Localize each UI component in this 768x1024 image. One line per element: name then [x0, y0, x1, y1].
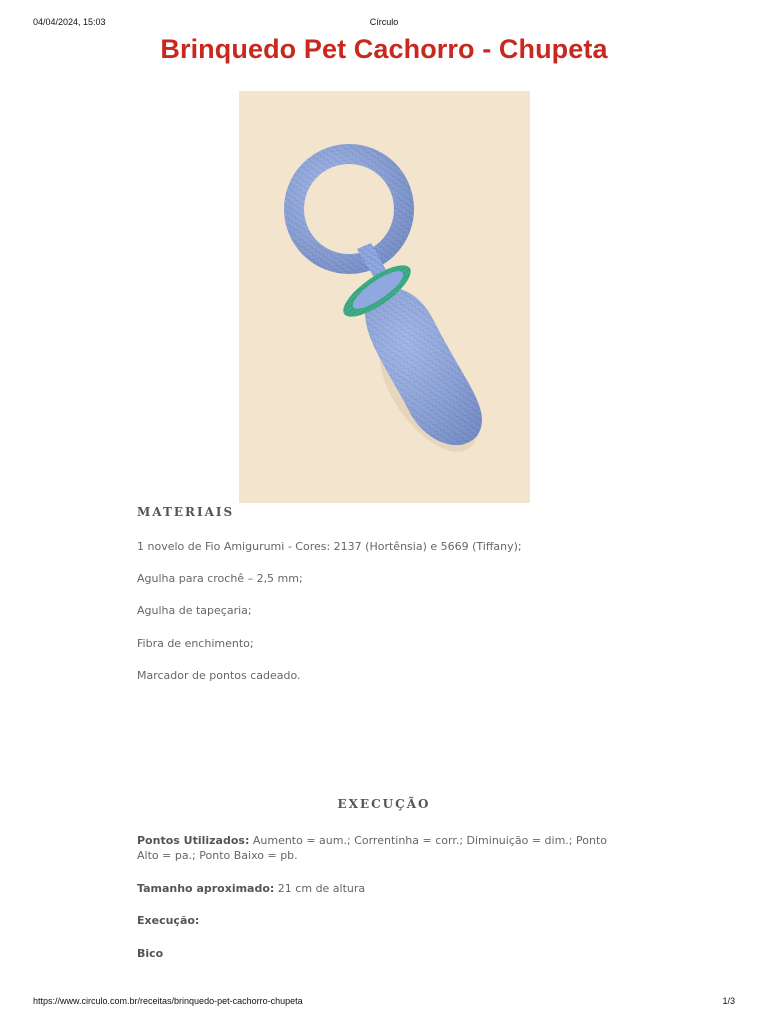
tamanho-text: 21 cm de altura — [274, 882, 366, 895]
pontos-utilizados — [137, 833, 632, 863]
material-item: Agulha de tapeçaria; — [137, 604, 252, 617]
materiais-heading: MATERIAIS — [137, 505, 235, 519]
bico-subheading — [137, 946, 632, 961]
pacifier-toy-illustration — [239, 91, 530, 503]
print-footer — [0, 996, 768, 1008]
tamanho-aproximado — [137, 881, 632, 896]
pontos-text: Aumento = aum.; Correntinha = corr.; Diminuição = dim.; Ponto Alto = pa.; Ponto Baixo = pb. — [137, 834, 607, 862]
print-header — [0, 17, 768, 29]
material-item: Agulha para crochê – 2,5 mm; — [137, 572, 303, 585]
tamanho-label: Tamanho aproximado: — [137, 882, 275, 895]
pontos-label: Pontos Utilizados: — [137, 834, 250, 847]
print-url: https://www.circulo.com.br/receitas/brinquedo-pet-cachorro-chupeta — [33, 996, 303, 1006]
hero-image — [239, 91, 530, 503]
execucao-heading: EXECUÇÃO — [337, 797, 431, 811]
execucao-label: Execução: — [137, 914, 200, 927]
page-title: Brinquedo Pet Cachorro - Chupeta — [160, 34, 608, 64]
bico-label: Bico — [137, 947, 164, 960]
execucao-subheading — [137, 913, 632, 928]
material-item: Marcador de pontos cadeado. — [137, 669, 301, 682]
print-page-number: 1/3 — [722, 996, 735, 1006]
material-item: 1 novelo de Fio Amigurumi - Cores: 2137 (Hortênsia) e 5669 (Tiffany); — [137, 540, 522, 553]
material-item: Fibra de enchimento; — [137, 637, 254, 650]
print-site-title: Círculo — [369, 17, 399, 27]
print-datetime: 04/04/2024, 15:03 — [33, 17, 106, 27]
